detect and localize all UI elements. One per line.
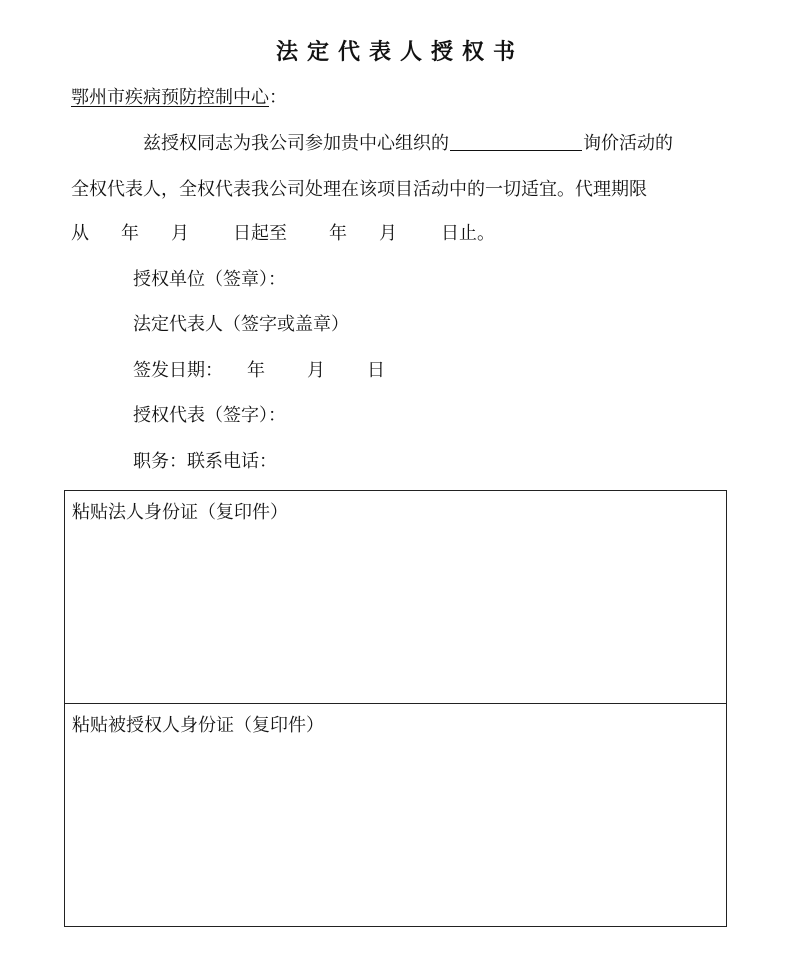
issue-date-year: 年 [247, 360, 265, 381]
issue-date-line [133, 357, 385, 385]
period-end-day: 日止。 [441, 223, 495, 244]
legal-person-id-box [64, 490, 727, 704]
period-start-day: 日起至 [233, 223, 287, 244]
legal-person-id-label: 粘贴法人身份证（复印件） [72, 502, 288, 523]
document-title: 法定代表人授权书 [275, 39, 524, 65]
authorized-agent-label: 授权代表（签字）： [133, 405, 286, 426]
issue-date-month: 月 [307, 360, 325, 381]
addressee-line [71, 84, 287, 112]
agent-id-box [64, 703, 727, 927]
authorizing-unit-label: 授权单位（签章）： [133, 269, 286, 290]
issue-date-day: 日 [367, 360, 385, 381]
body-line-1-text: 兹授权同志为我公司参加贵中心组织的 [143, 133, 449, 154]
activity-name-blank [450, 130, 582, 151]
period-start-year: 年 [121, 223, 139, 244]
addressee-colon: ： [269, 87, 287, 108]
period-from: 从 [71, 223, 89, 244]
body-line-3 [71, 220, 733, 248]
agent-id-label: 粘贴被授权人身份证（复印件） [72, 715, 324, 736]
issue-date-label: 签发日期： [133, 360, 223, 381]
body-line-1-end: 询价活动的 [583, 133, 673, 154]
body-line-2: 全权代表人，全权代表我公司处理在该项目活动中的一切适宜。代理期限 [71, 179, 647, 200]
period-end-year: 年 [329, 223, 347, 244]
position-phone-label: 职务：联系电话： [133, 451, 277, 472]
period-end-month: 月 [379, 223, 397, 244]
addressee-name: 鄂州市疾病预防控制中心 [71, 87, 269, 108]
body-line-1 [71, 130, 733, 158]
legal-representative-label: 法定代表人（签字或盖章） [133, 314, 349, 335]
period-start-month: 月 [171, 223, 189, 244]
